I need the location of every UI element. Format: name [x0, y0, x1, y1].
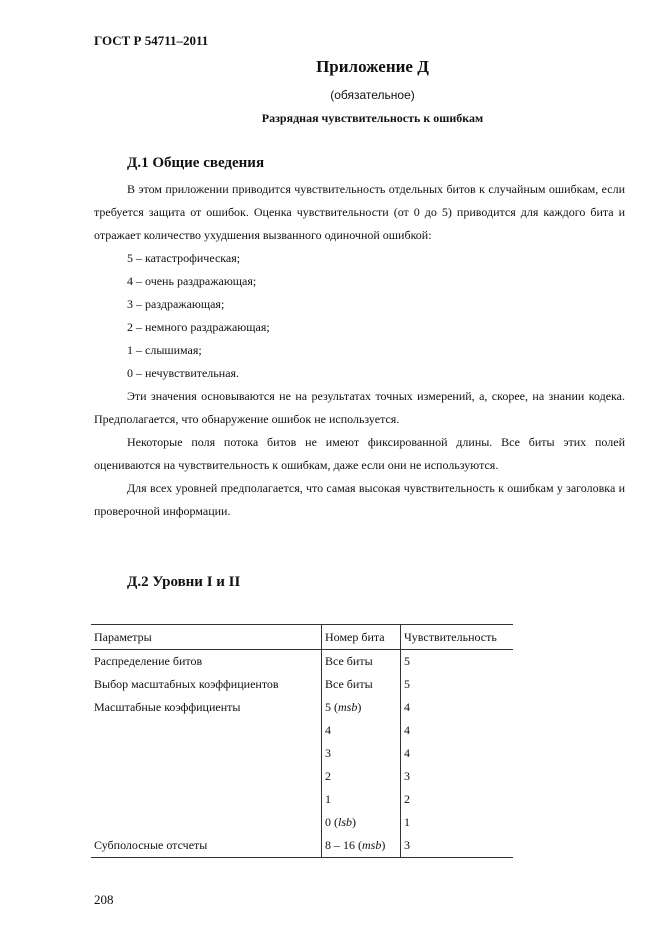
cell-sensitivity: 4	[404, 700, 410, 714]
paragraph-measurements: Эти значения основываются не на результатах точных измерений, а, скорее, на знании кодека. Предполагается, что обнаружение ошибок не используется.	[94, 389, 625, 426]
cell-bit-number	[322, 673, 401, 696]
bit-number-text: 2	[325, 769, 331, 783]
level-item: 3 – раздражающая;	[127, 297, 225, 311]
cell-parameter: Выбор масштабных коэффициентов	[91, 673, 322, 696]
cell-bit-number	[322, 742, 401, 765]
cell-bit-number	[322, 650, 401, 674]
bit-number-text: 1	[325, 792, 331, 806]
intro-paragraph: В этом приложении приводится чувствительность отдельных битов к случайным ошибкам, если требуется защита от ошибок. Оценка чувствительности (от 0 до 5) приводится для каждого бита и отражает количество ухудшения вызванного одиночной ошибкой:	[94, 182, 625, 242]
cell-bit-number	[322, 834, 401, 858]
cell-parameter: Распределение битов	[91, 650, 322, 674]
table-header-row	[91, 625, 513, 650]
bit-number-text: 4	[325, 723, 331, 737]
table-row	[91, 788, 513, 811]
cell-bit-number	[322, 811, 401, 834]
cell-parameter: Масштабные коэффициенты	[91, 696, 322, 719]
table-row	[91, 742, 513, 765]
level-item: 1 – слышимая;	[127, 343, 202, 357]
cell-sensitivity: 5	[404, 677, 410, 691]
header-sensitivity: Чувствительность	[401, 625, 514, 650]
cell-parameter	[91, 788, 322, 811]
bit-number-text: 3	[325, 746, 331, 760]
cell-parameter	[91, 719, 322, 742]
cell-parameter	[91, 811, 322, 834]
section-1-heading: Д.1 Общие сведения	[127, 155, 265, 171]
cell-sensitivity: 4	[404, 746, 410, 760]
cell-sensitivity: 1	[404, 815, 410, 829]
bit-number-text: 0 (	[325, 815, 338, 829]
table-row	[91, 765, 513, 788]
bit-number-text: Все биты	[325, 654, 373, 668]
bit-order-note: msb	[338, 700, 358, 714]
bit-order-note: lsb	[338, 815, 353, 829]
cell-parameter	[91, 742, 322, 765]
page-number: 208	[94, 892, 114, 907]
appendix-subtitle: Разрядная чувствительность к ошибкам	[261, 111, 484, 125]
section-2-heading: Д.2 Уровни I и II	[127, 574, 241, 590]
table-row	[91, 673, 513, 696]
bit-number-text: 8 – 16 (	[325, 838, 362, 852]
appendix-title: Приложение Д	[316, 57, 429, 76]
level-item: 5 – катастрофическая;	[127, 251, 241, 265]
table-row	[91, 834, 513, 858]
header-bit-number: Номер бита	[322, 625, 401, 650]
table-row	[91, 719, 513, 742]
cell-parameter: Субполосные отсчеты	[91, 834, 322, 858]
cell-sensitivity: 3	[404, 769, 410, 783]
paragraph-levels: Для всех уровней предполагается, что самая высокая чувствительность к ошибкам у заголовка и проверочной информации.	[94, 481, 625, 518]
bit-number-close: )	[352, 815, 357, 829]
bit-number-text: 5 (	[325, 700, 338, 714]
level-item: 4 – очень раздражающая;	[127, 274, 257, 288]
paragraph-fields: Некоторые поля потока битов не имеют фиксированной длины. Все биты этих полей оцениваются на чувствительность к ошибкам, даже если они не используются.	[94, 435, 625, 472]
standard-code: ГОСТ Р 54711–2011	[94, 33, 209, 48]
level-item: 2 – немного раздражающая;	[127, 320, 270, 334]
appendix-status: (обязательное)	[330, 88, 415, 102]
cell-sensitivity: 5	[404, 654, 410, 668]
cell-sensitivity: 3	[401, 834, 514, 858]
cell-sensitivity: 4	[404, 723, 410, 737]
sensitivity-table	[91, 625, 513, 858]
table-row	[91, 811, 513, 834]
table-row	[91, 696, 513, 719]
cell-bit-number	[322, 788, 401, 811]
table-row	[91, 650, 513, 674]
section-1-body	[94, 178, 625, 523]
cell-sensitivity: 2	[404, 792, 410, 806]
cell-bit-number	[322, 719, 401, 742]
bit-number-close: )	[357, 700, 362, 714]
cell-parameter	[91, 765, 322, 788]
cell-bit-number	[322, 696, 401, 719]
bit-number-text: Все биты	[325, 677, 373, 691]
level-item: 0 – нечувствительная.	[127, 366, 240, 380]
cell-bit-number	[322, 765, 401, 788]
header-parameters: Параметры	[91, 625, 322, 650]
bit-number-close: )	[381, 838, 386, 852]
bit-order-note: msb	[362, 838, 382, 852]
